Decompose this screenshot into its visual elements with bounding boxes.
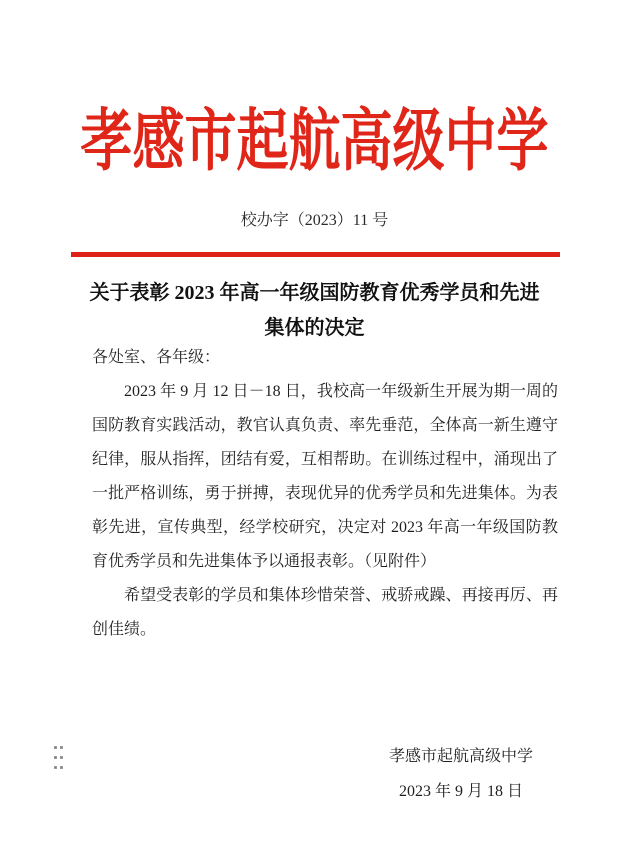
red-divider-rule — [71, 252, 560, 257]
dot — [60, 766, 63, 769]
dot — [54, 746, 57, 749]
dot — [60, 746, 63, 749]
salutation: 各处室、各年级： — [92, 349, 221, 366]
document-body — [92, 341, 558, 647]
document-title-line2: 集体的决定 — [264, 317, 365, 339]
signature-block — [389, 739, 533, 809]
signature-org: 孝感市起航高级中学 — [388, 748, 533, 765]
body-paragraph-1: 2023 年 9 月 12 日－18 日，我校高一年级新生开展为期一周的国防教育实践活动，教官认真负责、率先垂范，全体高一新生遵守纪律，服从指挥，团结有爱，互相帮助。在训练过程中，涌现出了一批严格训练，勇于拼搏，表现优异的优秀学员和先进集体。为表彰先进，宣传典型，经学校研究，决定对 2023 年高一年级国防教育优秀学员和先进集体予以通报表彰。（见附件） — [92, 383, 558, 570]
letterhead-title: 孝感市起航高级中学 — [80, 105, 549, 180]
document-number: 校办字（2023）11 号 — [240, 212, 389, 229]
dot — [54, 766, 57, 769]
dot — [54, 756, 57, 759]
page-dots-marker — [54, 746, 63, 769]
dot — [60, 756, 63, 759]
signature-date: 2023 年 9 月 18 日 — [398, 783, 523, 800]
body-paragraph-2: 希望受表彰的学员和集体珍惜荣誉、戒骄戒躁、再接再厉、再创佳绩。 — [92, 587, 558, 638]
document-title — [60, 276, 569, 346]
document-title-line1: 关于表彰 2023 年高一年级国防教育优秀学员和先进 — [89, 282, 540, 304]
